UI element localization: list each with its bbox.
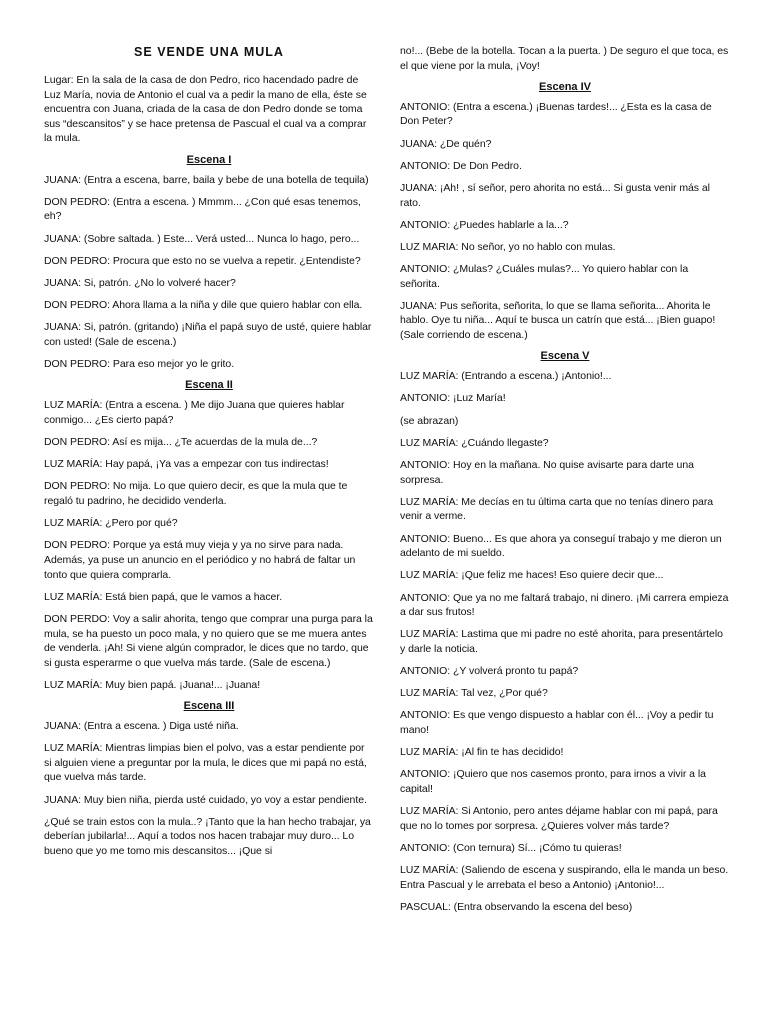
script-paragraph: LUZ MARIA: No señor, yo no hablo con mulas. xyxy=(400,240,616,253)
script-paragraph: LUZ MARÍA: (Saliendo de escena y suspirando, ella le manda un beso. Entra Pascual y le arrebata el beso a Antonio) ¡Antonio!... xyxy=(400,864,729,891)
script-paragraph: DON PEDRO: Así es mija... ¿Te acuerdas de la mula de...? xyxy=(44,436,318,449)
script-paragraph: ANTONIO: ¡Luz María! xyxy=(400,392,506,405)
script-paragraph: ANTONIO: ¿Mulas? ¿Cuáles mulas?... Yo quiero hablar con la señorita. xyxy=(400,263,689,290)
script-paragraph: LUZ MARÍA: (Entrando a escena.) ¡Antonio!... xyxy=(400,370,612,383)
script-paragraph: ANTONIO: Que ya no me faltará trabajo, ni dinero. ¡Mi carrera empieza a dar sus frutos! xyxy=(400,591,729,619)
script-paragraph: LUZ MARÍA: ¿Pero por qué? xyxy=(44,517,178,530)
script-paragraph: ANTONIO: Bueno... Es que ahora ya conseguí trabajo y me dieron un adelanto de mi sueldo. xyxy=(400,532,722,560)
script-paragraph: DON PEDRO: Procura que esto no se vuelva a repetir. ¿Entendiste? xyxy=(44,254,361,267)
scene-heading: Escena V xyxy=(540,350,590,363)
script-paragraph: DON PEDRO: Ahora llama a la niña y dile que quiero hablar con ella. xyxy=(44,299,363,312)
script-paragraph: ANTONIO: De Don Pedro. xyxy=(400,159,522,172)
script-paragraph: LUZ MARÍA: (Entra a escena. ) Me dijo Juana que quieres hablar conmigo... ¿Es cierto papá? xyxy=(44,399,345,426)
script-paragraph: JUANA: (Sobre saltada. ) Este... Verá usted... Nunca lo hago, pero... xyxy=(44,232,360,245)
script-paragraph: LUZ MARÍA: ¡Al fin te has decidido! xyxy=(400,746,564,759)
script-paragraph: JUANA: ¿De quén? xyxy=(400,137,492,150)
scene-heading: Escena I xyxy=(186,153,232,166)
script-paragraph: LUZ MARÍA: Mientras limpias bien el polvo, vas a estar pendiente por si alguien viene a preguntar por la mula, le dices que mi papá no está, que vuelva más tarde. xyxy=(44,742,367,784)
script-paragraph: ANTONIO: (Entra a escena.) ¡Buenas tardes!... ¿Esta es la casa de Don Peter? xyxy=(400,100,712,128)
script-paragraph: DON PEDRO: Para eso mejor yo le grito. xyxy=(44,358,235,371)
script-paragraph: ANTONIO: Hoy en la mañana. No quise avisarte para darte una sorpresa. xyxy=(400,459,694,486)
script-paragraph: LUZ MARÍA: Si Antonio, pero antes déjame hablar con mi papá, para que no lo tomes por sorpresa. ¿Quieres volver más tarde? xyxy=(400,805,718,832)
script-paragraph: LUZ MARÍA: Tal vez, ¿Por qué? xyxy=(400,687,548,700)
script-paragraph: ANTONIO: (Con ternura) Sí... ¡Cómo tu quieras! xyxy=(400,842,622,854)
script-paragraph: PASCUAL: (Entra observando la escena del beso) xyxy=(400,900,633,913)
script-paragraph: JUANA: Pus señorita, señorita, lo que se llama señorita... Ahorita le hablo. Oye tu niña... Aquí te busca un catrín que está... ¡Bien guapo! (Sale corriendo de escena.) xyxy=(400,299,716,342)
script-paragraph: DON PEDRO: Porque ya está muy vieja y ya no sirve para nada. Además, ya puse un anuncio en el periódico y no habrá de faltar un tonto que quiera comprarla. xyxy=(44,539,356,581)
document-title: SE VENDE UNA MULA xyxy=(134,45,284,59)
scene-heading: Escena III xyxy=(183,700,235,713)
script-paragraph: JUANA: Si, patrón. (gritando) ¡Niña el papá suyo de usté, quiere hablar con usted! (Sale de escena.) xyxy=(44,321,372,348)
script-paragraph: JUANA: (Entra a escena. ) Diga usté niña. xyxy=(44,720,239,733)
script-paragraph: ¿Qué se train estos con la mula..? ¡Tanto que la han hecho trabajar, ya deberían jubilarla!... Aquí a todos nos hacen trabajar muy duro... Lo bueno que yo me tomo mis descansitos... ¡Que si xyxy=(44,815,371,858)
right-column xyxy=(400,44,730,1024)
script-paragraph: (se abrazan) xyxy=(400,414,459,427)
script-paragraph: JUANA: Muy bien niña, pierda usté cuidado, yo voy a estar pendiente. xyxy=(44,793,367,806)
script-paragraph: ANTONIO: Es que vengo dispuesto a hablar con él... ¡Voy a pedir tu mano! xyxy=(400,709,714,737)
script-paragraph: LUZ MARÍA: Muy bien papá. ¡Juana!... ¡Juana! xyxy=(44,678,261,691)
script-paragraph: Lugar: En la sala de la casa de don Pedro, rico hacendado padre de Luz María, novia de Antonio el cual va a pedir la mano de ella, éste se encuentra con Juana, criada de la casa de don Pedro donde se toma sus “descansitos” y se hace pretensa de Pascual el cual va a comprar la mula. xyxy=(44,74,367,145)
script-paragraph: no!... (Bebe de la botella. Tocan a la puerta. ) De seguro el que toca, es el que viene por la mula, ¡Voy! xyxy=(400,45,729,72)
script-paragraph: LUZ MARÍA: ¡Que feliz me haces! Eso quiere decir que... xyxy=(400,569,664,582)
script-paragraph: LUZ MARÍA: Me decías en tu última carta que no tenías dinero para venir a verme. xyxy=(400,495,714,523)
script-paragraph: DON PEDRO: No mija. Lo que quiero decir, es que la mula que te regaló tu padrino, he decidido venderla. xyxy=(44,480,348,507)
script-paragraph: ANTONIO: ¿Y volverá pronto tu papá? xyxy=(400,665,579,678)
script-paragraph: DON PEDRO: (Entra a escena. ) Mmmm... ¿Con qué esas tenemos, eh? xyxy=(44,195,361,223)
script-paragraph: ANTONIO: ¡Quiero que nos casemos pronto, para irnos a vivir a la capital! xyxy=(400,768,706,796)
script-paragraph: DON PERDO: Voy a salir ahorita, tengo que comprar una purga para la mula, se ha puesto un poco mala, y no quiero que se me muera antes de venderla. ¡Ah! Si viene algún comprador, le dices que no tardo, que si gusta esperarme o que vuelva más tarde. (Sale de escena.) xyxy=(44,612,373,669)
left-column xyxy=(44,40,376,1024)
script-paragraph: LUZ MARÍA: Lastima que mi padre no esté ahorita, para presentártelo y darle la noticia. xyxy=(400,628,723,655)
script-paragraph: JUANA: ¡Ah! , sí señor, pero ahorita no está... Si gusta venir más al rato. xyxy=(400,181,710,209)
script-paragraph: ANTONIO: ¿Puedes hablarle a la...? xyxy=(400,218,569,231)
scene-heading: Escena IV xyxy=(539,80,591,93)
script-paragraph: JUANA: Si, patrón. ¿No lo volveré hacer? xyxy=(44,276,236,289)
script-paragraph: JUANA: (Entra a escena, barre, baila y bebe de una botella de tequila) xyxy=(44,173,369,186)
scene-heading: Escena II xyxy=(185,379,233,392)
script-paragraph: LUZ MARÍA: Hay papá, ¡Ya vas a empezar con tus indirectas! xyxy=(44,458,329,471)
script-paragraph: LUZ MARÍA: Está bien papá, que le vamos a hacer. xyxy=(44,590,283,603)
script-paragraph: LUZ MARÍA: ¿Cuándo llegaste? xyxy=(400,436,549,449)
